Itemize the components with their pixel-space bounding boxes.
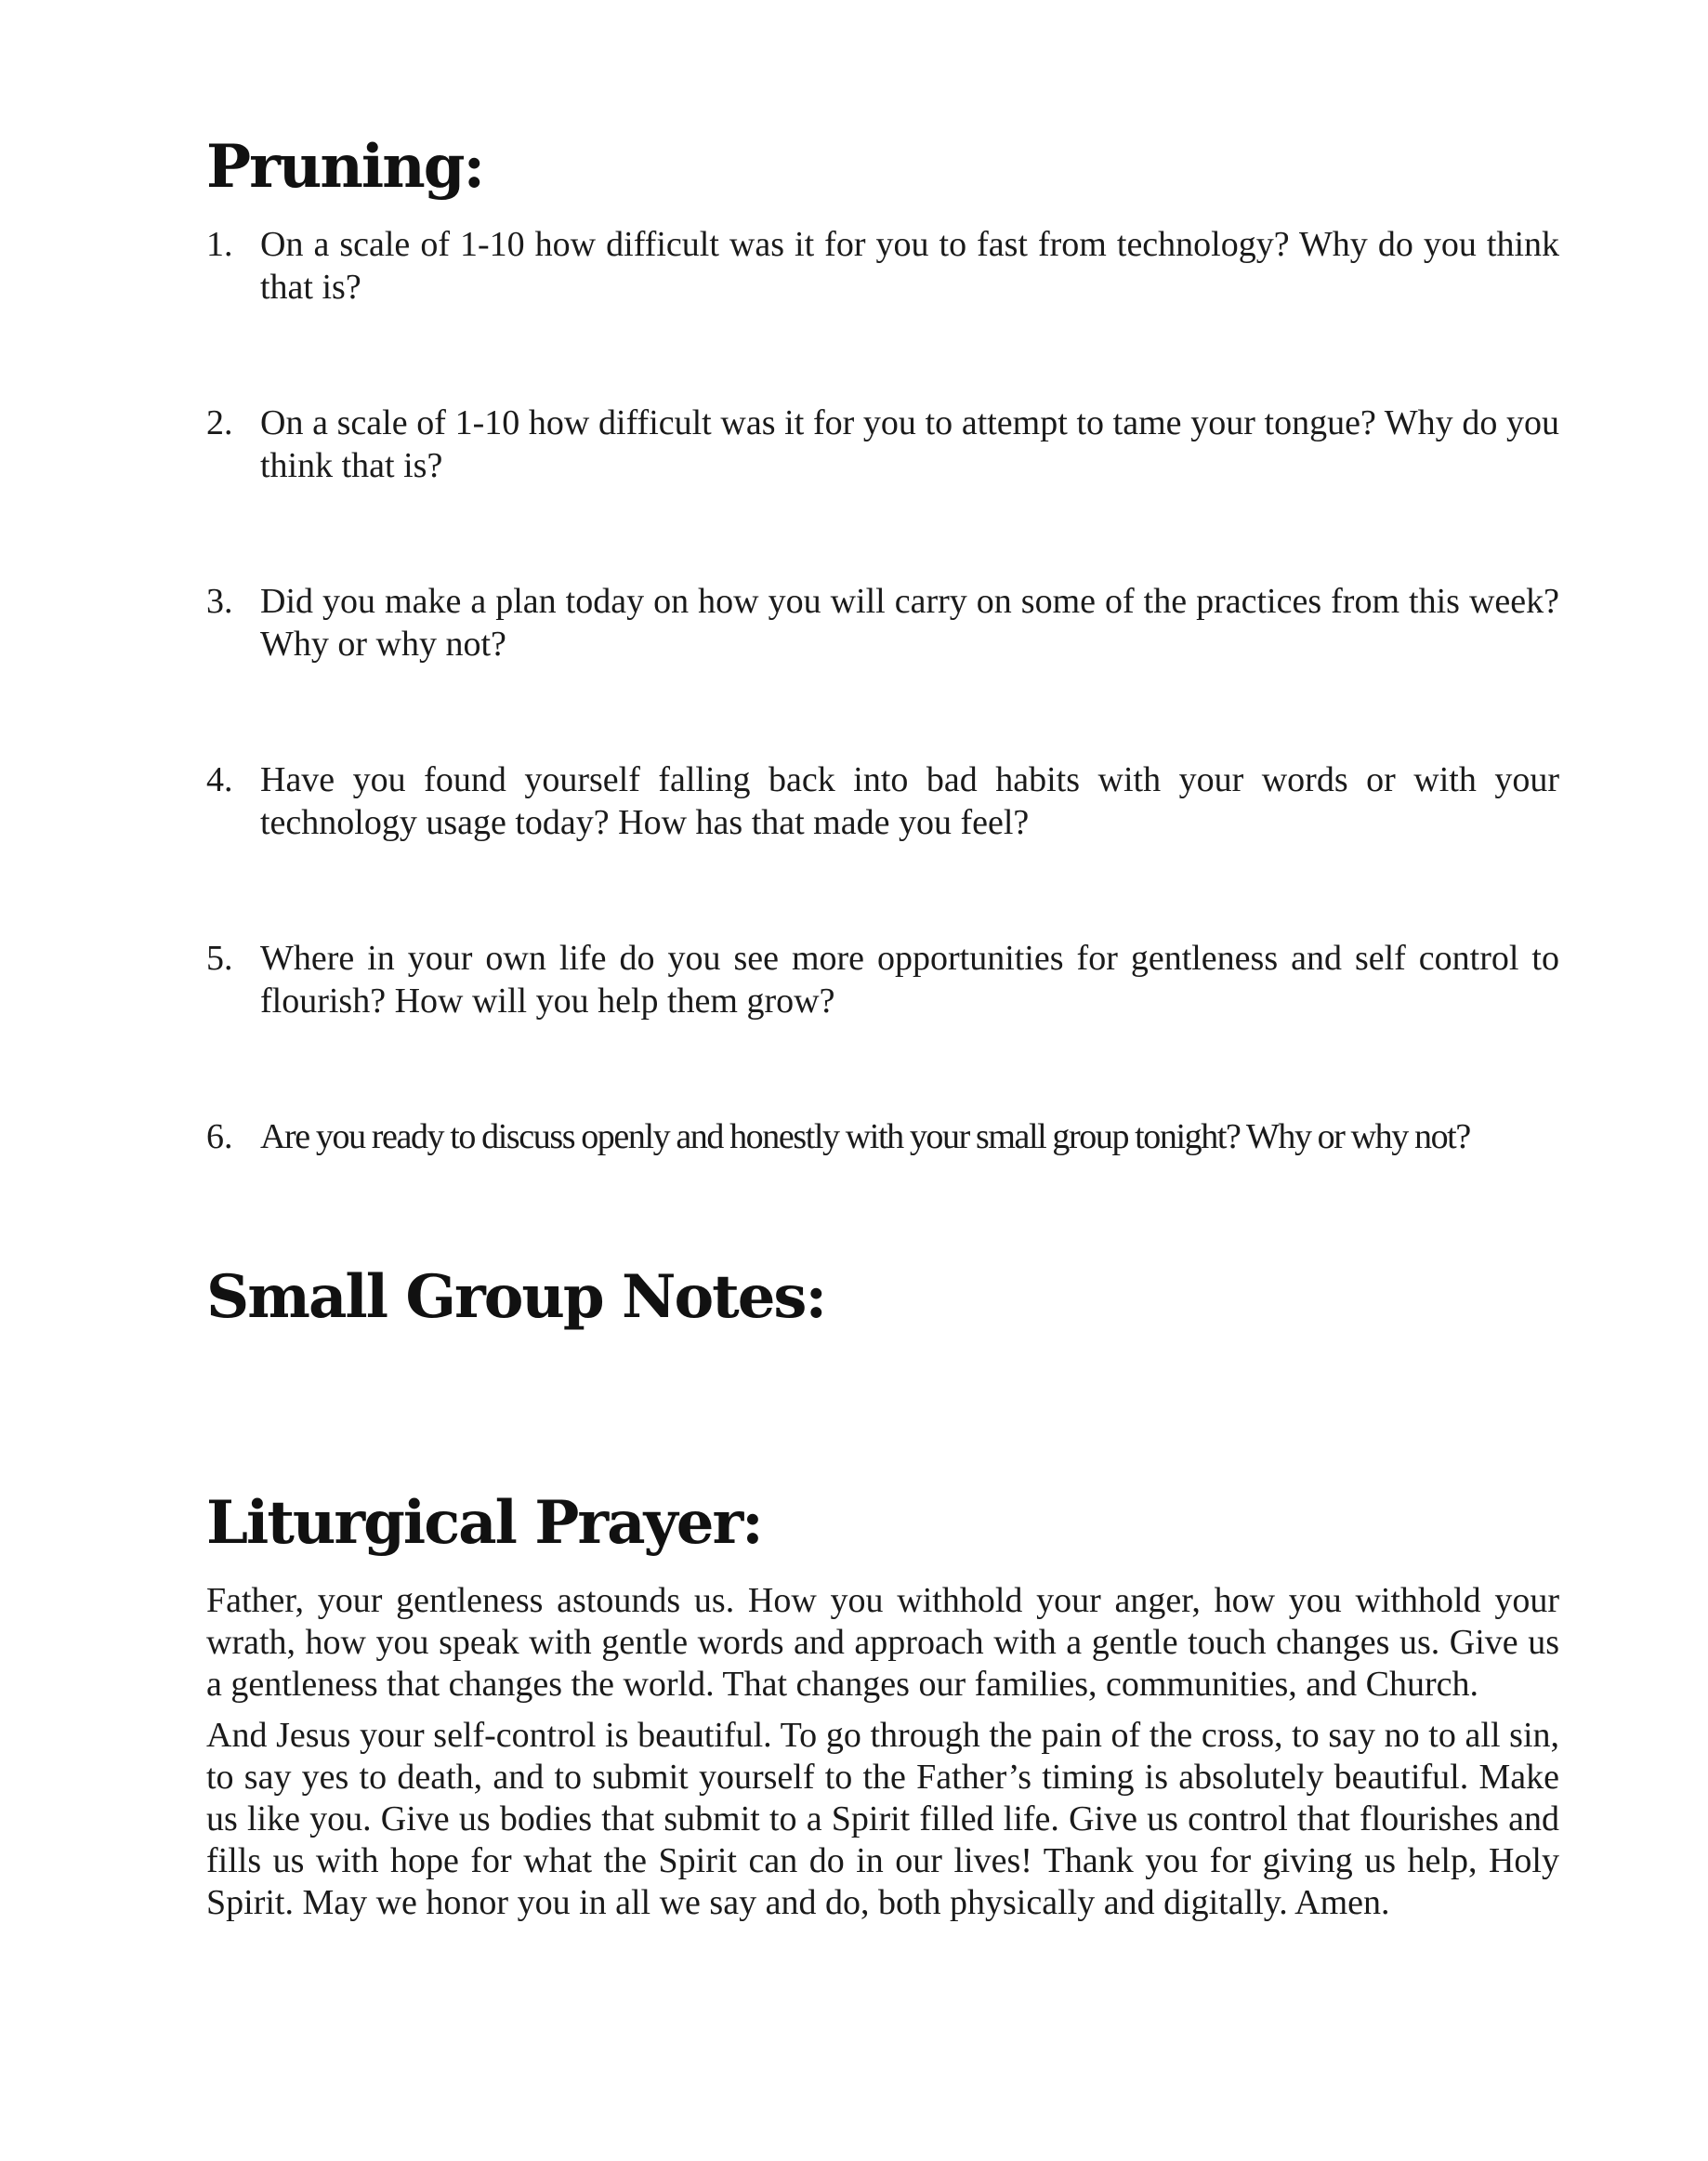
question-number: 3. xyxy=(206,582,233,621)
question-item xyxy=(206,402,1559,487)
question-item xyxy=(206,1115,1559,1158)
question-item xyxy=(206,937,1559,1022)
question-number: 4. xyxy=(206,760,233,799)
prayer-paragraph: And Jesus your self-control is beautiful. To go through the pain of the cross, to say no to all sin, to say yes to death, and to submit yourself to the Father’s timing is absolutely beautiful. Make us like you. Give us bodies that submit to a Spirit filled life. Give us control that flourishes and fills us with hope for what the Spirit can do in our lives! Thank you for giving us help, Holy Spirit. May we honor you in all we say and do, both physically and digitally. Amen. xyxy=(206,1716,1559,1922)
question-item xyxy=(206,580,1559,665)
question-text: Are you ready to discuss openly and honestly with your small group tonight? Why or why not? xyxy=(260,1117,1470,1156)
liturgical-prayer-heading: Liturgical Prayer: xyxy=(206,1488,762,1558)
question-item xyxy=(206,758,1559,844)
question-text: Where in your own life do you see more opportunities for gentleness and self control to flourish? How will you help them grow? xyxy=(260,939,1559,1021)
question-number: 6. xyxy=(206,1117,233,1156)
small-group-notes-heading: Small Group Notes: xyxy=(206,1262,826,1332)
prayer-paragraph: Father, your gentleness astounds us. How you withhold your anger, how you withhold your wrath, how you speak with gentle words and approach with a gentle touch changes us. Give us a gentleness that changes the world. That changes our families, communities, and Church. xyxy=(206,1581,1559,1704)
liturgical-prayer-body xyxy=(206,1580,1559,1933)
question-text: On a scale of 1-10 how difficult was it for you to fast from technology? Why do you think that is? xyxy=(260,225,1559,307)
pruning-heading: Pruning: xyxy=(206,132,484,202)
question-number: 2. xyxy=(206,403,233,442)
question-text: Did you make a plan today on how you will carry on some of the practices from this week? Why or why not? xyxy=(260,582,1559,664)
question-number: 1. xyxy=(206,225,233,264)
question-number: 5. xyxy=(206,939,233,978)
question-item xyxy=(206,223,1559,309)
question-text: On a scale of 1-10 how difficult was it for you to attempt to tame your tongue? Why do you think that is? xyxy=(260,403,1559,485)
question-text: Have you found yourself falling back into bad habits with your words or with your technology usage today? How has that made you feel? xyxy=(260,760,1559,842)
